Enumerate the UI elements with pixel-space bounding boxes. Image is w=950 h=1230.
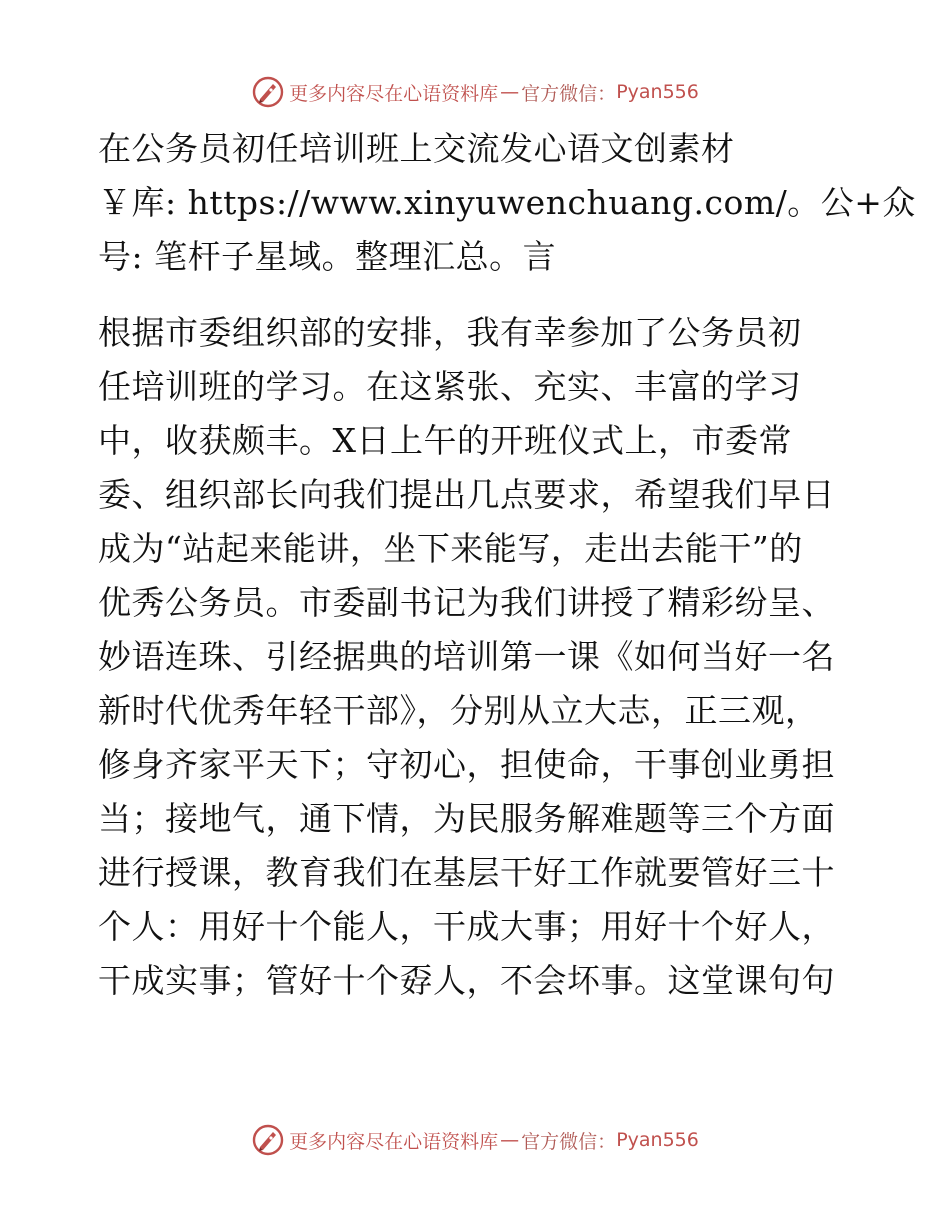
watermark-text: 更多内容尽在心语资料库 bbox=[289, 82, 499, 105]
pen-circle-logo-icon bbox=[251, 75, 285, 109]
paragraph-line: 妙语连珠、引经据典的培训第一课《如何当好一名 bbox=[98, 637, 835, 676]
heading-line: 号: 笔杆子星域。整理汇总。言 bbox=[98, 237, 557, 276]
watermark-text: 更多内容尽在心语资料库 bbox=[289, 1130, 499, 1153]
paragraph-line: 修身齐家平天下；守初心，担使命，干事创业勇担 bbox=[98, 745, 835, 784]
paragraph-line: 进行授课，教育我们在基层干好工作就要管好三十 bbox=[98, 853, 835, 892]
paragraph-line: 任培训班的学习。在这紧张、充实、丰富的学习 bbox=[98, 367, 802, 406]
watermark-wechat-id: Pyan556 bbox=[616, 1129, 699, 1151]
paragraph-line: 新时代优秀年轻干部》，分别从立大志，正三观， bbox=[98, 691, 819, 730]
paragraph-line: 根据市委组织部的安排，我有幸参加了公务员初 bbox=[98, 313, 802, 352]
paragraph-line: 干成实事；管好十个孬人，不会坏事。这堂课句句 bbox=[98, 961, 835, 1000]
watermark-wechat-label: 官方微信： bbox=[521, 1130, 617, 1153]
paragraph-line: 中，收获颇丰。X日上午的开班仪式上，市委常 bbox=[98, 421, 792, 460]
paragraph-line: 委、组织部长向我们提出几点要求，希望我们早日 bbox=[98, 475, 835, 514]
document-heading bbox=[98, 122, 916, 284]
watermark-wechat-id: Pyan556 bbox=[616, 81, 699, 103]
watermark-dash: — bbox=[500, 81, 520, 103]
paragraph-line: 当；接地气，通下情，为民服务解难题等三个方面 bbox=[98, 799, 835, 838]
watermark-wechat-label: 官方微信： bbox=[521, 82, 617, 105]
watermark-dash: — bbox=[500, 1129, 520, 1151]
watermark-footer bbox=[0, 1120, 950, 1160]
paragraph-line: 优秀公务员。市委副书记为我们讲授了精彩纷呈、 bbox=[98, 583, 835, 622]
paragraph-line: 个人：用好十个能人，干成大事；用好十个好人， bbox=[98, 907, 835, 946]
pen-circle-logo-icon bbox=[251, 1123, 285, 1157]
heading-line: ￥库: https://www.xinyuwenchuang.com/。公+众 bbox=[98, 183, 916, 222]
watermark-header bbox=[0, 72, 950, 112]
heading-line: 在公务员初任培训班上交流发心语文创素材 bbox=[98, 129, 735, 168]
paragraph-line: 成为“站起来能讲，坐下来能写，走出去能干”的 bbox=[98, 529, 803, 568]
document-paragraph bbox=[98, 306, 858, 1008]
